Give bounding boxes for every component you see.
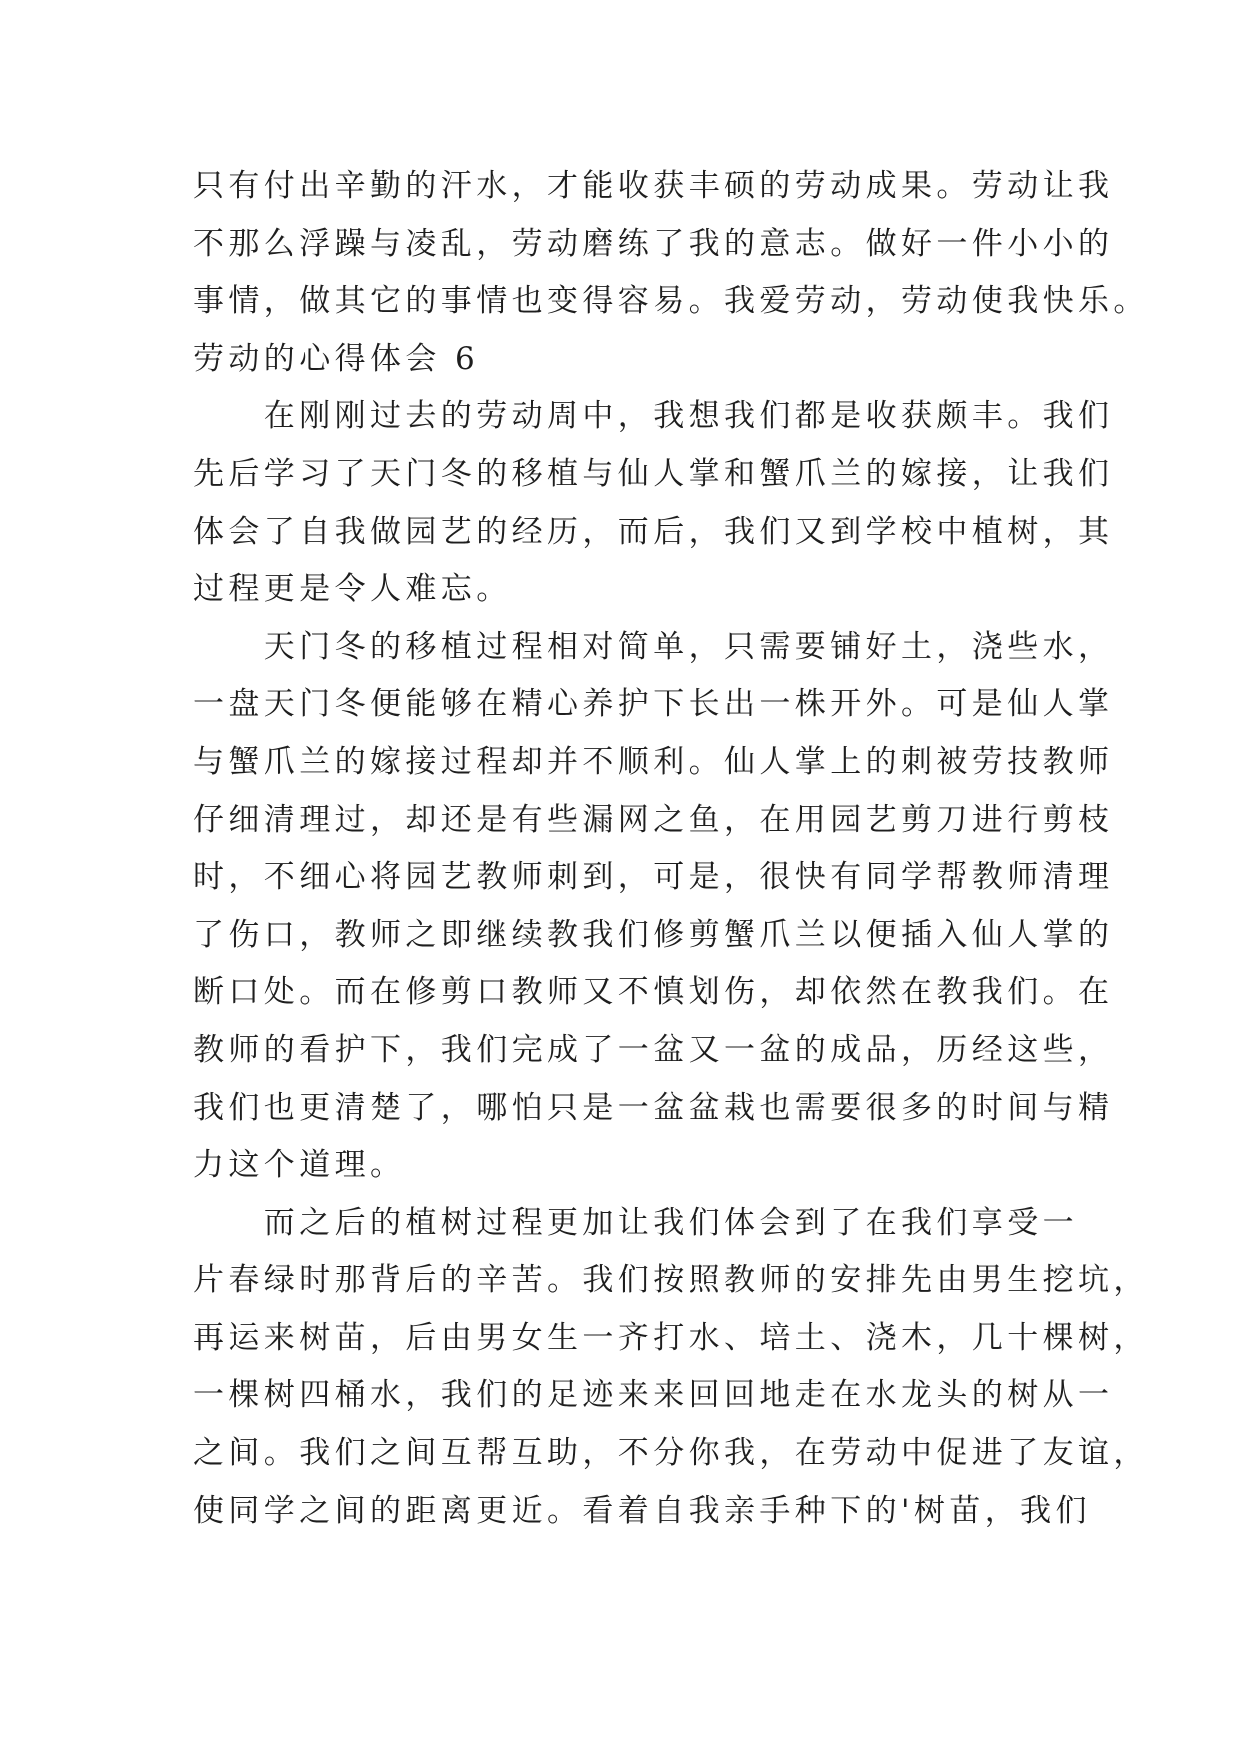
- text-line: 再运来树苗，后由男女生一齐打水、培土、浇木，几十棵树，: [193, 1319, 1149, 1356]
- text-line: 我们也更清楚了，哪怕只是一盆盆栽也需要很多的时间与精: [193, 1089, 1114, 1126]
- text-line: 教师的看护下，我们完成了一盆又一盆的成品，历经这些，: [193, 1031, 1114, 1068]
- text-line: 先后学习了天门冬的移植与仙人掌和蟹爪兰的嫁接，让我们: [193, 455, 1114, 492]
- text-line: 在刚刚过去的劳动周中，我想我们都是收获颇丰。我们: [193, 398, 1114, 435]
- text-line: 体会了自我做园艺的经历，而后，我们又到学校中植树，其: [193, 513, 1114, 550]
- text-line: 过程更是令人难忘。: [193, 571, 512, 608]
- text-line: 时，不细心将园艺教师刺到，可是，很快有同学帮教师清理: [193, 859, 1114, 896]
- text-line: 事情，做其它的事情也变得容易。我爱劳动，劳动使我快乐。: [193, 283, 1149, 320]
- text-line: 一盘天门冬便能够在精心养护下长出一株开外。可是仙人掌: [193, 686, 1114, 723]
- section-heading: 劳动的心得体会 6: [193, 340, 480, 377]
- text-line: 不那么浮躁与凌乱，劳动磨练了我的意志。做好一件小小的: [193, 225, 1114, 262]
- text-line: 与蟹爪兰的嫁接过程却并不顺利。仙人掌上的刺被劳技教师: [193, 743, 1114, 780]
- text-line: 只有付出辛勤的汗水，才能收获丰硕的劳动成果。劳动让我: [193, 168, 1114, 204]
- text-line: 而之后的植树过程更加让我们体会到了在我们享受一: [193, 1204, 1078, 1241]
- document-body: [193, 158, 1149, 1540]
- text-line: 之间。我们之间互帮互助，不分你我，在劳动中促进了友谊，: [193, 1435, 1149, 1472]
- text-line: 使同学之间的距离更近。看着自我亲手种下的'树苗，我们: [193, 1492, 1091, 1529]
- text-line: 了伤口，教师之即继续教我们修剪蟹爪兰以便插入仙人掌的: [193, 916, 1114, 953]
- text-line: 一棵树四桶水，我们的足迹来来回回地走在水龙头的树从一: [193, 1377, 1114, 1414]
- text-line: 断口处。而在修剪口教师又不慎划伤，却依然在教我们。在: [193, 974, 1114, 1011]
- text-line: 仔细清理过，却还是有些漏网之鱼，在用园艺剪刀进行剪枝: [193, 801, 1114, 838]
- text-line: 片春绿时那背后的辛苦。我们按照教师的安排先由男生挖坑，: [193, 1262, 1149, 1299]
- text-line: 天门冬的移植过程相对简单，只需要铺好土，浇些水，: [193, 628, 1114, 665]
- text-line: 力这个道理。: [193, 1147, 406, 1184]
